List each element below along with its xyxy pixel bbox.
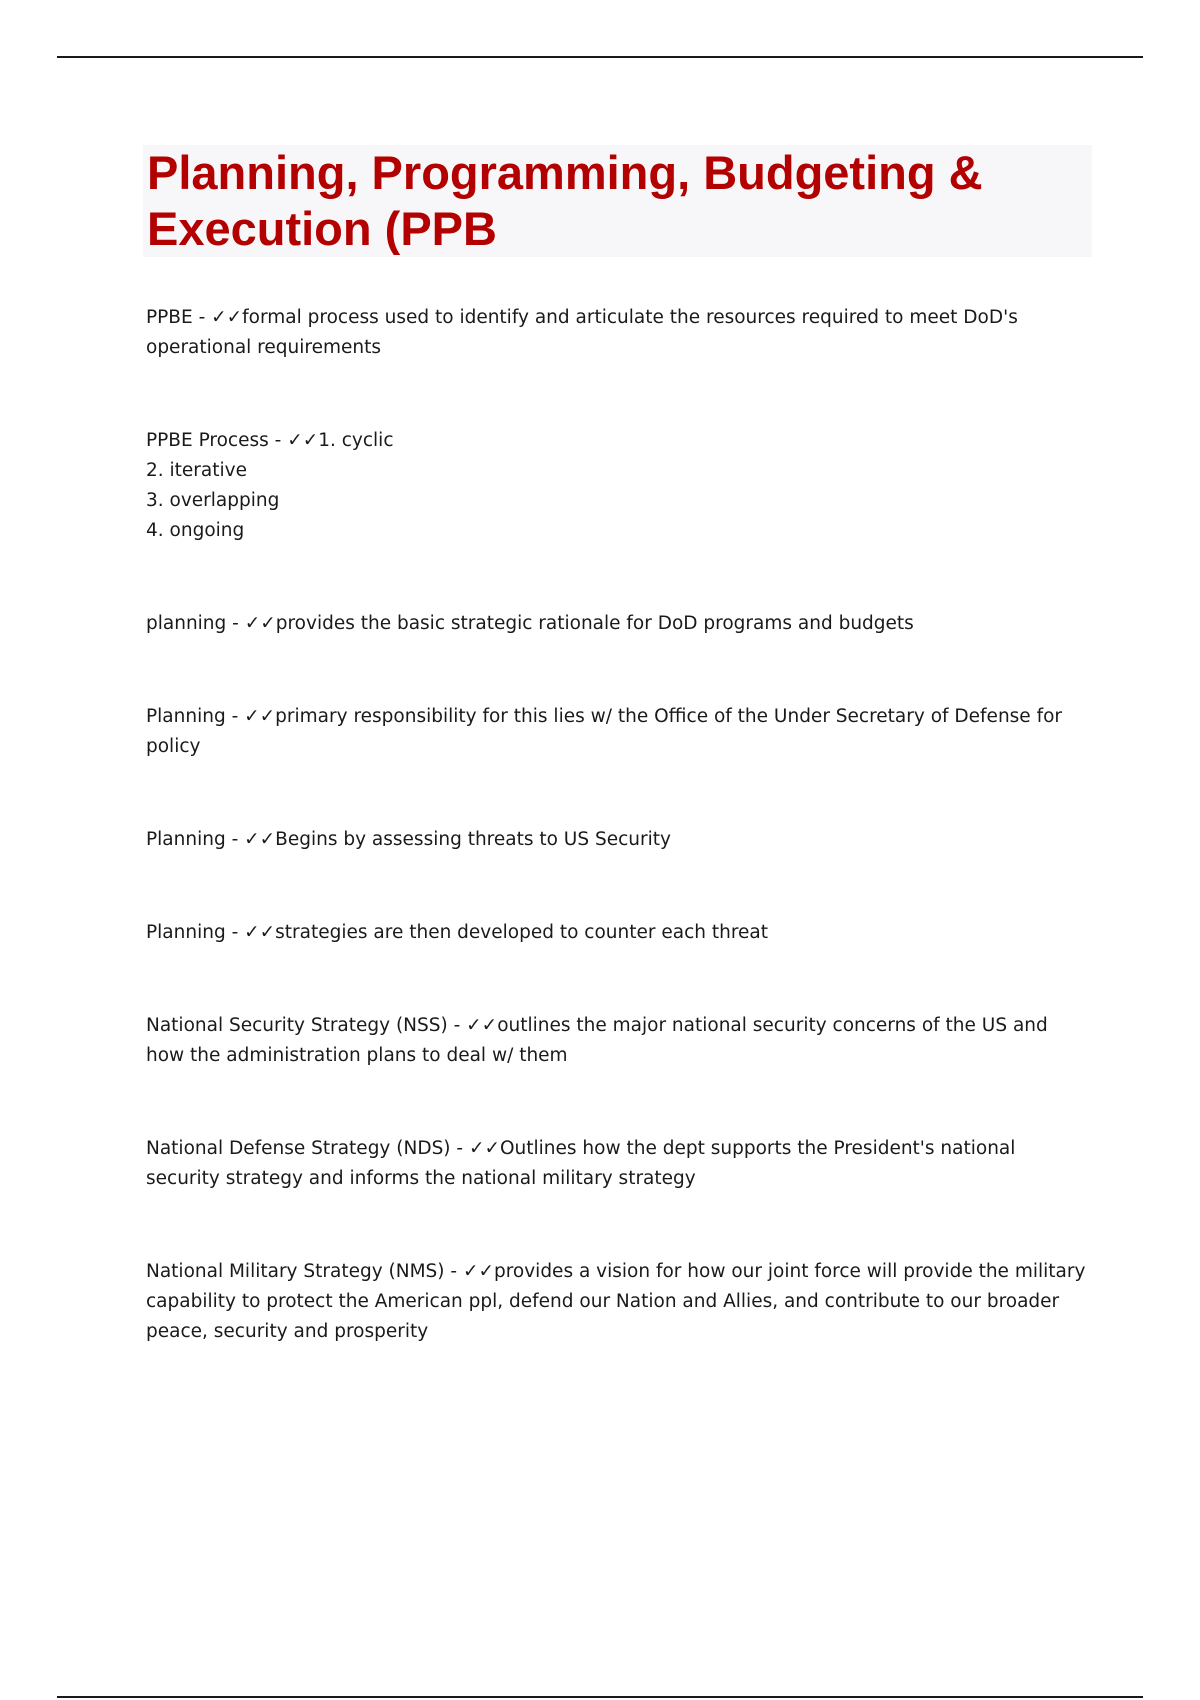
- entry-planning-threats: [146, 825, 1086, 855]
- page-title: Planning, Programming, Budgeting & Execution (PPB: [147, 146, 983, 255]
- entry-definition: provides the basic strategic rationale for DoD programs and budgets: [275, 613, 914, 634]
- entry-term: National Military Strategy (NMS): [146, 1261, 445, 1282]
- list-item: 4. ongoing: [146, 520, 245, 541]
- entry-separator: -: [447, 1015, 467, 1036]
- check-icon: ✓✓: [287, 430, 319, 451]
- entry-ppbe: [146, 303, 1086, 363]
- entry-text: [146, 1257, 1086, 1347]
- entry-term: Planning: [146, 922, 226, 943]
- entry-term: PPBE Process: [146, 430, 269, 451]
- entry-text: [146, 702, 1086, 762]
- entry-nds: [146, 1134, 1086, 1194]
- entry-definition: primary responsibility for this lies w/ the Office of the Under Secretary of Defense for policy: [146, 706, 1063, 757]
- entry-separator: -: [450, 1138, 469, 1159]
- check-icon: ✓✓: [244, 829, 276, 850]
- top-rule: [57, 56, 1143, 58]
- entry-definition: Begins by assessing threats to US Security: [275, 829, 671, 850]
- entry-definition: strategies are then developed to counter each threat: [275, 922, 768, 943]
- entry-separator: -: [225, 706, 245, 727]
- entry-nms: [146, 1257, 1086, 1347]
- entry-separator: -: [225, 922, 245, 943]
- entry-planning-responsibility: [146, 702, 1086, 762]
- entry-term: Planning: [146, 829, 226, 850]
- list-item: 2. iterative: [146, 460, 247, 481]
- title-banner: [143, 145, 1092, 257]
- flashcard-list: [146, 303, 1086, 1347]
- entry-nss: [146, 1011, 1086, 1071]
- entry-term: PPBE: [146, 307, 193, 328]
- entry-term: Planning: [146, 706, 226, 727]
- entry-ppbe-process: [146, 426, 1086, 546]
- check-icon: ✓✓: [462, 1261, 494, 1282]
- entry-text: [146, 918, 1086, 948]
- entry-definition: 1. cyclic: [318, 430, 394, 451]
- entry-text: [146, 303, 1086, 363]
- entry-term: National Security Strategy (NSS): [146, 1015, 448, 1036]
- entry-separator: -: [444, 1261, 463, 1282]
- entry-term: planning: [146, 613, 227, 634]
- entry-planning-strategies: [146, 918, 1086, 948]
- check-icon: ✓✓: [244, 613, 276, 634]
- entry-separator: -: [268, 430, 288, 451]
- entry-text: [146, 1134, 1086, 1194]
- entry-text: [146, 609, 1086, 639]
- entry-term: National Defense Strategy (NDS): [146, 1138, 451, 1159]
- entry-separator: -: [226, 613, 245, 634]
- check-icon: ✓✓: [244, 706, 276, 727]
- entry-definition: Outlines how the dept supports the President's national security strategy and informs the national military strategy: [146, 1138, 1016, 1189]
- check-icon: ✓✓: [211, 307, 243, 328]
- bottom-rule: [57, 1696, 1143, 1698]
- check-icon: ✓✓: [466, 1015, 498, 1036]
- entry-text: [146, 1011, 1086, 1071]
- entry-definition: provides a vision for how our joint force will provide the military capability to protect the American ppl, defend our Nation and Allies, and contribute to our broader peace, security and prosperity: [146, 1261, 1086, 1342]
- entry-separator: -: [192, 307, 212, 328]
- entry-definition: formal process used to identify and articulate the resources required to meet DoD's operational requirements: [146, 307, 1018, 358]
- entry-separator: -: [225, 829, 245, 850]
- list-item: 3. overlapping: [146, 490, 280, 511]
- entry-definition: outlines the major national security concerns of the US and how the administration plans to deal w/ them: [146, 1015, 1048, 1066]
- check-icon: ✓✓: [244, 922, 276, 943]
- entry-text: [146, 825, 1086, 855]
- entry-planning-rationale: [146, 609, 1086, 639]
- check-icon: ✓✓: [468, 1138, 500, 1159]
- entry-text: [146, 426, 1086, 456]
